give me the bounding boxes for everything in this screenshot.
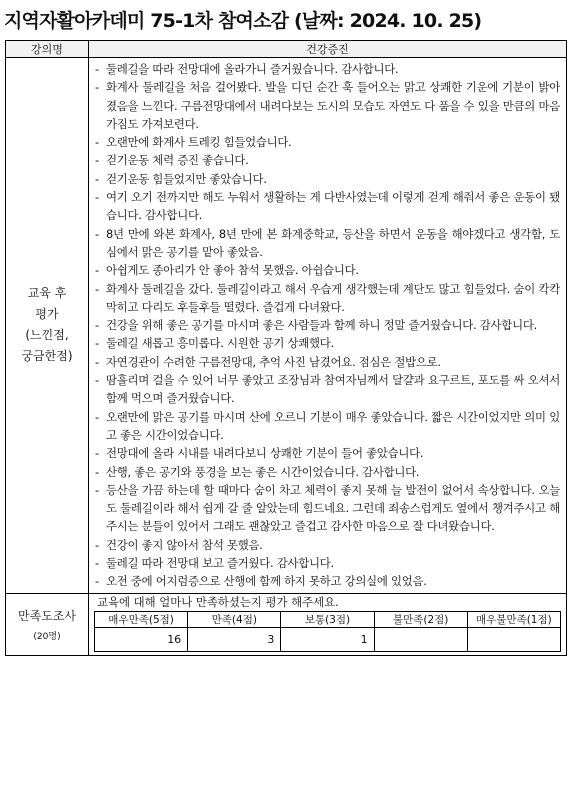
comments-cell [89, 58, 567, 594]
comment-item: - 8년 만에 와본 화계사, 8년 만에 본 화계중학교, 등산을 하면서 운동을 해야겠다고 생각함, 도심에서 맑은 공기를 맡아 좋았음. [92, 225, 560, 262]
feedback-table [5, 40, 567, 656]
satisfaction-value: 16 [95, 627, 188, 651]
satisfaction-column-header: 매우불만족(1점) [467, 611, 560, 627]
comment-list [92, 60, 560, 591]
satisfaction-column-header: 불만족(2점) [374, 611, 467, 627]
satisfaction-value: 1 [281, 627, 374, 651]
page-title: 지역자활아카데미 75-1차 참여소감 (날짜: 2024. 10. 25) [4, 9, 482, 32]
comment-item: - 오랜만에 화계사 트레킹 힘들었습니다. [92, 133, 560, 151]
table-header-row [6, 41, 567, 58]
satisfaction-values-row [95, 627, 561, 651]
evaluation-label [6, 58, 89, 594]
comment-item: - 둘레길 새롭고 흥미롭다. 시원한 공기 상쾌했다. [92, 334, 560, 352]
satisfaction-row [6, 593, 567, 655]
satisfaction-column-header: 만족(4점) [188, 611, 281, 627]
satisfaction-label-cell [6, 593, 89, 655]
comment-item: - 오전 중에 어지럼증으로 산행에 함께 하지 못하고 강의실에 있었음. [92, 572, 560, 590]
evaluation-label-line: 교육 후 [27, 286, 67, 301]
satisfaction-column-header: 매우만족(5점) [95, 611, 188, 627]
comment-item: - 걷기운동 체력 증진 좋습니다. [92, 151, 560, 169]
satisfaction-table [94, 611, 561, 652]
satisfaction-value [467, 627, 560, 651]
satisfaction-question: 교육에 대해 얼마나 만족하셨는지 평가 해주세요. [97, 594, 339, 609]
satisfaction-value [374, 627, 467, 651]
comment-item: - 전망대에 올라 시내를 내려다보니 상쾌한 기분이 들어 좋았습니다. [92, 444, 560, 462]
comment-item: - 둘레길을 따라 전망대에 올라가니 즐거웠습니다. 감사합니다. [92, 60, 560, 78]
header-lecture-name: 건강증진 [89, 41, 567, 58]
comment-item: - 건강이 좋지 않아서 참석 못했음. [92, 536, 560, 554]
comment-item: - 아쉽게도 종아리가 안 좋아 참석 못했음. 아쉽습니다. [92, 261, 560, 279]
comment-item: - 건강을 위해 좋은 공기를 마시며 좋은 사람들과 함께 하니 정말 즐거웠습니다. 감사합니다. [92, 316, 560, 334]
satisfaction-column-header: 보통(3점) [281, 611, 374, 627]
evaluation-label-line: (느낀점, [25, 328, 69, 343]
evaluation-row [6, 58, 567, 594]
satisfaction-value: 3 [188, 627, 281, 651]
comment-item: - 화계사 둘레길을 처음 걸어봤다. 발을 디딘 순간 훅 들어오는 맑고 상쾌한 기운에 기분이 밝아졌음을 느낀다. 구름전망대에서 내려다보는 도시의 모습도 자연도 다 품을 수 있을 만큼의 마음가짐도 가져보련다. [92, 78, 560, 133]
satisfaction-header-row [95, 611, 561, 627]
evaluation-label-line: 궁금한점) [21, 349, 73, 364]
satisfaction-label: 만족도조사 [18, 608, 76, 623]
comment-item: - 오랜만에 맑은 공기를 마시며 산에 오르니 기분이 매우 좋았습니다. 짧은 시간이었지만 의미 있고 좋은 시간이었습니다. [92, 408, 560, 445]
evaluation-label-line: 평가 [35, 307, 59, 322]
comment-item: - 땀흘리며 걸을 수 있어 너무 좋았고 조장님과 참여자님께서 달걀과 요구르트, 포도를 싸 오셔서 함께 먹으며 즐거웠습니다. [92, 371, 560, 408]
header-lecture-label: 강의명 [6, 41, 89, 58]
comment-item: - 산행, 좋은 공기와 풍경을 보는 좋은 시간이었습니다. 감사합니다. [92, 463, 560, 481]
comment-item: - 여기 오기 전까지만 해도 누워서 생활하는 게 다반사였는데 이렇게 걷게 해줘서 좋은 운동이 됐습니다. 감사합니다. [92, 188, 560, 225]
comment-item: - 화계사 둘레길을 갔다. 둘레길이라고 해서 우습게 생각했는데 계단도 많고 힘들었다. 숨이 칵칵 막히고 다리도 후들후들 떨렸다. 즐겁게 다녀왔다. [92, 280, 560, 317]
satisfaction-cell [89, 593, 567, 655]
respondent-count: (20명) [33, 631, 61, 642]
comment-item: - 걷기운동 힘들었지만 좋았습니다. [92, 170, 560, 188]
comment-item: - 자연경관이 수려한 구름전망대, 추억 사진 남겼어요. 점심은 절밥으로. [92, 353, 560, 371]
comment-item: - 둘레길 따라 전망대 보고 즐거웠다. 감사합니다. [92, 554, 560, 572]
comment-item: - 등산을 가끔 하는데 할 때마다 숨이 차고 체력이 좋지 못해 늘 발전이 없어서 속상합니다. 오늘도 둘레길이라 해서 쉽게 갈 줄 알았는데 힘드네요. 그런데 죄송스럽게도 옆에서 챙겨주시고 해주시는 분들이 있어서 그래도 괜찮았고 즐겁고 감사한 마음으로 잘 다녀왔습니다. [92, 481, 560, 536]
